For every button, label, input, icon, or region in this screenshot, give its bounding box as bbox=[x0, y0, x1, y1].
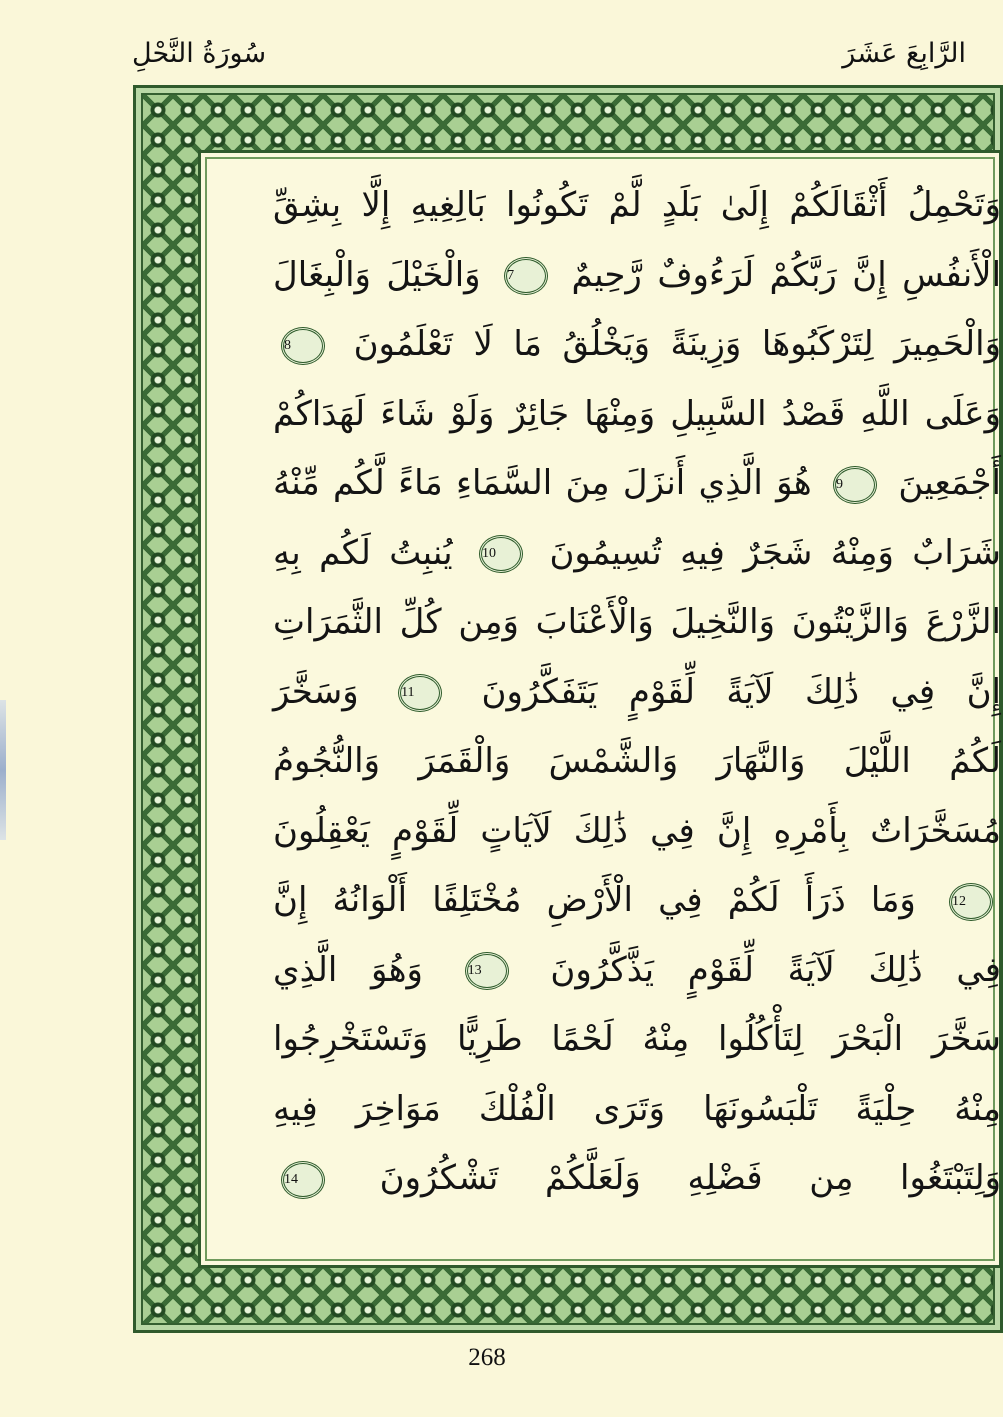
verse-text: هُوَ الَّذِي أَنزَلَ مِنَ السَّمَاءِ مَاءً لَّكُم مِّنْهُ bbox=[273, 463, 812, 503]
verse-line bbox=[273, 1144, 1001, 1214]
ayah-number-marker: 11 bbox=[398, 674, 442, 712]
verse-text: يُنبِتُ لَكُم بِهِ bbox=[273, 532, 453, 573]
ayah-number-marker: 14 bbox=[281, 1161, 325, 1199]
verse-line bbox=[273, 936, 1001, 1006]
page-number: 268 bbox=[468, 1344, 506, 1371]
ayah-number-marker: 12 bbox=[949, 883, 993, 921]
verse-text-area bbox=[273, 171, 1001, 1214]
page-border-frame bbox=[133, 85, 1003, 1333]
verse-line bbox=[273, 380, 1001, 450]
ayah-number-marker: 8 bbox=[281, 327, 325, 365]
verse-line bbox=[273, 588, 1001, 658]
verse-text: وَلِتَبْتَغُوا مِن فَضْلِهِ وَلَعَلَّكُمْ تَشْكُرُونَ bbox=[379, 1158, 1002, 1198]
ayah-number-marker: 9 bbox=[833, 466, 877, 504]
verse-text: وَعَلَى اللَّهِ قَصْدُ السَّبِيلِ وَمِنْهَا جَائِرٌ وَلَوْ شَاءَ لَهَدَاكُمْ bbox=[273, 393, 1001, 434]
verse-line bbox=[273, 310, 1001, 380]
verse-text: مُسَخَّرَاتٌ بِأَمْرِهِ إِنَّ فِي ذَٰلِكَ لَآيَاتٍ لِّقَوْمٍ يَعْقِلُونَ bbox=[273, 810, 1001, 851]
juz-title: الرَّابِعَ عَشَرَ bbox=[842, 38, 966, 69]
text-panel bbox=[198, 150, 1002, 1268]
verse-text: وَهُوَ الَّذِي bbox=[273, 949, 423, 990]
verse-text: وَمَا ذَرَأَ لَكُمْ فِي الْأَرْضِ مُخْتَلِفًا أَلْوَانُهُ إِنَّ bbox=[273, 880, 916, 920]
verse-text: الزَّرْعَ وَالزَّيْتُونَ وَالنَّخِيلَ وَالْأَعْنَابَ وَمِن كُلِّ الثَّمَرَاتِ bbox=[273, 602, 1001, 642]
verse-text: إِنَّ فِي ذَٰلِكَ لَآيَةً لِّقَوْمٍ يَتَفَكَّرُونَ bbox=[481, 671, 1002, 712]
verse-line bbox=[273, 797, 1001, 867]
verse-text: وَتَحْمِلُ أَثْقَالَكُمْ إِلَىٰ بَلَدٍ لَّمْ تَكُونُوا بَالِغِيهِ إِلَّا بِشِقِّ bbox=[273, 185, 1001, 225]
verse-text: أَجْمَعِينَ bbox=[898, 463, 1001, 503]
surah-title: سُورَةُ النَّحْلِ bbox=[132, 38, 267, 69]
verse-text: فِي ذَٰلِكَ لَآيَةً لِّقَوْمٍ يَذَّكَّرُونَ bbox=[550, 949, 1001, 990]
verse-text: لَكُمُ اللَّيْلَ وَالنَّهَارَ وَالشَّمْسَ وَالْقَمَرَ وَالنُّجُومُ bbox=[273, 741, 1001, 781]
verse-line bbox=[273, 241, 1001, 311]
verse-line bbox=[273, 449, 1001, 519]
verse-text: وَالْحَمِيرَ لِتَرْكَبُوهَا وَزِينَةً وَيَخْلُقُ مَا لَا تَعْلَمُونَ bbox=[353, 324, 1002, 364]
ayah-number-marker: 7 bbox=[504, 257, 548, 295]
verse-line bbox=[273, 1075, 1001, 1145]
verse-text: سَخَّرَ الْبَحْرَ لِتَأْكُلُوا مِنْهُ لَحْمًا طَرِيًّا وَتَسْتَخْرِجُوا bbox=[273, 1019, 1001, 1059]
verse-line bbox=[273, 727, 1001, 797]
verse-line bbox=[273, 658, 1001, 728]
verse-text: شَرَابٌ وَمِنْهُ شَجَرٌ فِيهِ تُسِيمُونَ bbox=[549, 532, 1002, 573]
ayah-number-marker: 13 bbox=[465, 952, 509, 990]
verse-line bbox=[273, 1005, 1001, 1075]
verse-text: وَسَخَّرَ bbox=[273, 671, 359, 712]
verse-line bbox=[273, 519, 1001, 589]
verse-text: مِنْهُ حِلْيَةً تَلْبَسُونَهَا وَتَرَى الْفُلْكَ مَوَاخِرَ فِيهِ bbox=[273, 1088, 1001, 1129]
page-edge-mark bbox=[0, 700, 6, 840]
verse-text: وَالْخَيْلَ وَالْبِغَالَ bbox=[273, 254, 481, 295]
verse-line bbox=[273, 866, 1001, 936]
verse-text: الْأَنفُسِ إِنَّ رَبَّكُمْ لَرَءُوفٌ رَّحِيمٌ bbox=[571, 254, 1002, 295]
verse-line bbox=[273, 171, 1001, 241]
ayah-number-marker: 10 bbox=[479, 535, 523, 573]
